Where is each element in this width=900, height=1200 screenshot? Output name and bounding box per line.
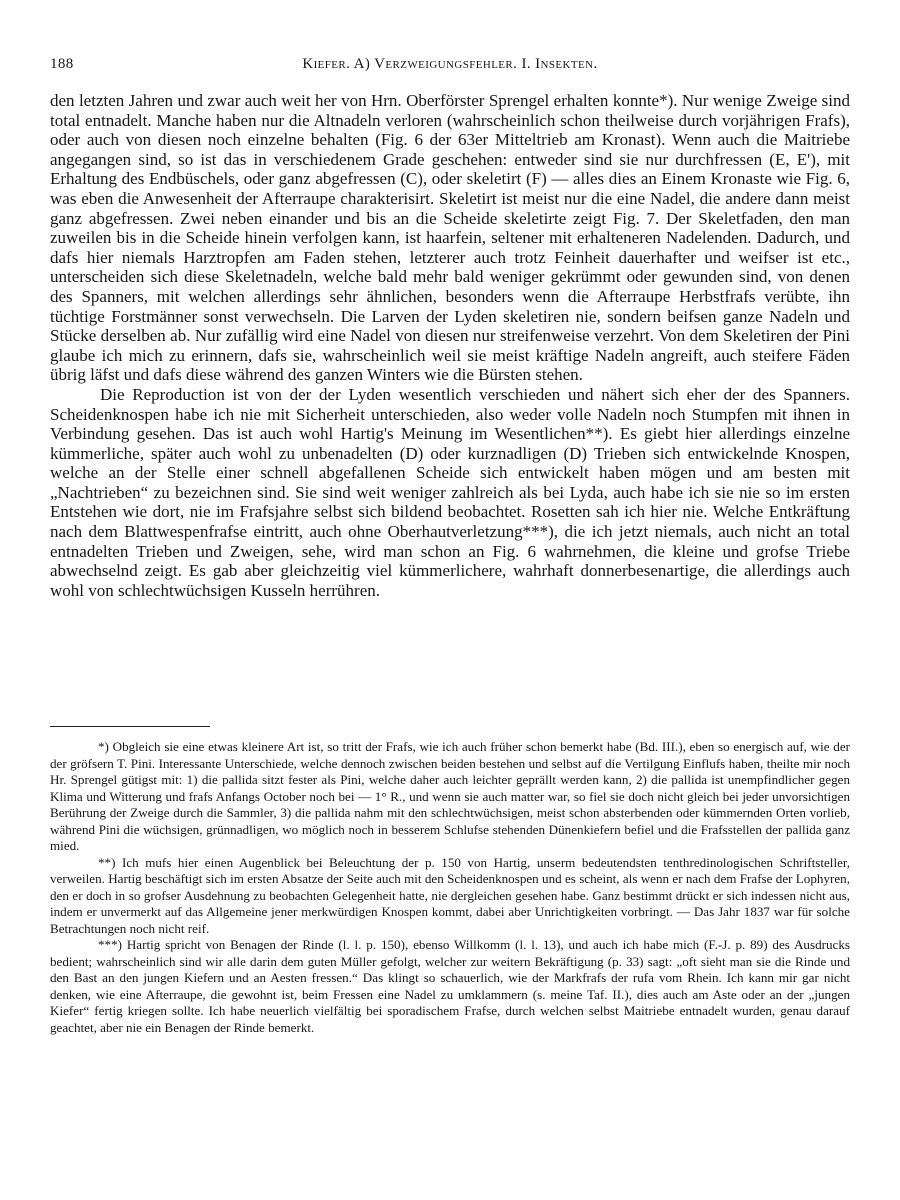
footnote-1: *) Obgleich sie eine etwas kleinere Art ist, so tritt der Frafs, wie ich auch früher schon bemerkt habe (Bd. III.), eben so energisch auf, wie der der gröfsern T. Pini. Interessante Unterschiede, welche dennoch zwischen beiden bestehen und selbst auf die Vertilgung Einflufs haben, theilte mir noch Hr. Sprengel gütigst mit: 1) die pallida sitzt fester als Pini, welche daher auch leichter geprällt werden kann, 2) die pallida ist unempfindlicher gegen Klima und Witterung und frafs Anfangs October noch bei — 1° R., und wenn sie auch matter war, so fiel sie doch nicht gleich bei jeder unvorsichtigen Berührung der Zweige durch die Sammler, 3) die pallida nahm mit den schlechtwüchsigen, meist schon absterbenden oder kümmernden Orten vorlieb, während Pini die wüchsigen, grünnadligen, wo möglich noch in besserem Schlufse stehenden Dünenkiefern befiel und die Frafsstellen der pallida ganz mied.: [50, 739, 850, 853]
main-text: [50, 91, 850, 600]
page-header: [50, 56, 850, 76]
footnote-separator: [50, 726, 210, 727]
footnote-3: ***) Hartig spricht von Benagen der Rinde (l. l. p. 150), ebenso Willkomm (l. l. 13), und auch ich habe mich (F.-J. p. 89) des Ausdrucks bedient; wahrscheinlich sind wir alle darin dem guten Müller gefolgt, welcher zur weitern Bekräftigung (p. 33) sagt: „oft sieht man sie die Rinde und den Bast an den jungen Kiefern und an Aesten fressen.“ Das klingt so schauerlich, wie der Markfrafs der rufa vom Rhein. Ich kann mir gar nicht denken, wie eine Afterraupe, die gewohnt ist, beim Fressen eine Nadel zu umklammern (s. meine Taf. II.), dies auch am Aste oder an der „jungen Kiefer“ fertig kriegen sollte. Ich habe neuerlich vielfältig bei sporadischem Frafse, durch welchen selbst Maitriebe entnadelt wurden, genau darauf geachtet, aber nie ein Benagen der Rinde bemerkt.: [50, 937, 850, 1035]
running-head: Kiefer. A) Verzweigungsfehler. I. Insekten.: [302, 56, 598, 72]
footnote-2: **) Ich mufs hier einen Augenblick bei Beleuchtung der p. 150 von Hartig, unserm bedeutendsten tenthredinologischen Schriftsteller, verweilen. Hartig beschäftigt sich im ersten Absatze der Seite auch mit den Scheidenknospen und es scheint, als wenn er nach dem Frafse der Lophyren, den er doch in so grofser Ausdehnung zu beobachten Gelegenheit hatte, nie dergleichen gesehen habe. Ganz bestimmt drückt er sich indessen nicht aus, indem er unvermerkt auf das Allgemeine jener merkwürdigen Knospen kommt, dabei aber Unrichtigkeiten vorbringt. — Das Jahr 1837 war für solche Betrachtungen noch nicht reif.: [50, 854, 850, 936]
paragraph-2: Die Reproduction ist von der der Lyden wesentlich verschieden und nähert sich eher der des Spanners. Scheidenknospen habe ich nie mit Sicherheit unterschieden, also weder volle Nadeln noch Stumpfen mit ihnen in Verbindung gesehen. Das ist auch wohl Hartig's Meinung im Wesentlichen**). Es giebt hier allerdings einzelne kümmerliche, später auch wohl zu unbenadelten (D) oder kurznadligen (D) Trieben sich entwickelnde Knospen, welche an der Stelle einer schnell abgefallenen Scheide sich entwickelt haben mögen und am besten mit „Nachtrieben“ zu bezeichnen sind. Sie sind weit weniger zahlreich als bei Lyda, auch habe ich sie nie so im ersten Entstehen wie dort, nie im Frafsjahre selbst sich bildend beobachtet. Rosetten sah ich hier nie. Welche Entkräftung nach dem Blattwespenfrafse eintritt, auch ohne Oberhautverletzung***), die ich jetzt niemals, auch nicht an total entnadelten Trieben und Zweigen, sehe, wird man schon an Fig. 6 wahrnehmen, die kleine und grofse Triebe abwechselnd zeigt. Es gab aber gleichzeitig viel kümmerlichere, wahrhaft donnerbesenartige, die allerdings auch wohl von schlechtwüchsigen Kusseln herrühren.: [50, 384, 850, 600]
page-number: 188: [50, 56, 74, 72]
footnotes: [50, 739, 850, 1036]
paragraph-1: den letzten Jahren und zwar auch weit her von Hrn. Oberförster Sprengel erhalten konnte*). Nur wenige Zweige sind total entnadelt. Manche haben nur die Altnadeln verloren (wahrscheinlich schon theilweise durch vorjährigen Frafs), oder auch von diesen noch einzelne behalten (Fig. 6 der 63er Mitteltrieb am Kronast). Wenn auch die Maitriebe angegangen sind, so ist das in verschiedenem Grade geschehen: entweder sind sie nur durchfressen (E, E'), mit Erhaltung des Endbüschels, oder ganz abgefressen (C), oder skeletirt (F) — alles dies an Einem Kronaste wie Fig. 6, was eben die Anwesenheit der Afterraupe charakterisirt. Skeletirt ist meist nur die eine Nadel, die andere dann meist ganz abgefressen. Zwei neben einander und bis an die Scheide skeletirte zeigt Fig. 7. Der Skeletfaden, den man zuweilen bis in die Scheide hinein verfolgen kann, ist haarfein, seltener mit erhalteneren Nadelenden. Dadurch, und dafs hier niemals Harztropfen am Faden stehen, letzterer auch trotz Feinheit dauerhafter und weifser ist etc., unterscheiden sich diese Skeletnadeln, welche bald mehr bald weniger gekrümmt oder gewunden sind, von denen des Spanners, mit welchen allerdings sehr ähnlichen, besonders wenn die Afterraupe Herbstfrafs verübte, ihn tüchtige Forstmänner sonst verwechseln. Die Larven der Lyden skeletiren nie, sondern beifsen ganze Nadeln und Stücke derselben ab. Nur zufällig wird eine Nadel von diesen nur streifenweise verzehrt. Von dem Skeletiren der Pini glaube ich mich zu erinnern, dafs sie, wahrscheinlich weil sie meist kräftige Nadeln angreift, auch steifere Fäden übrig läfst und dafs diese während des ganzen Winters wie die Bürsten stehen.: [50, 91, 850, 385]
